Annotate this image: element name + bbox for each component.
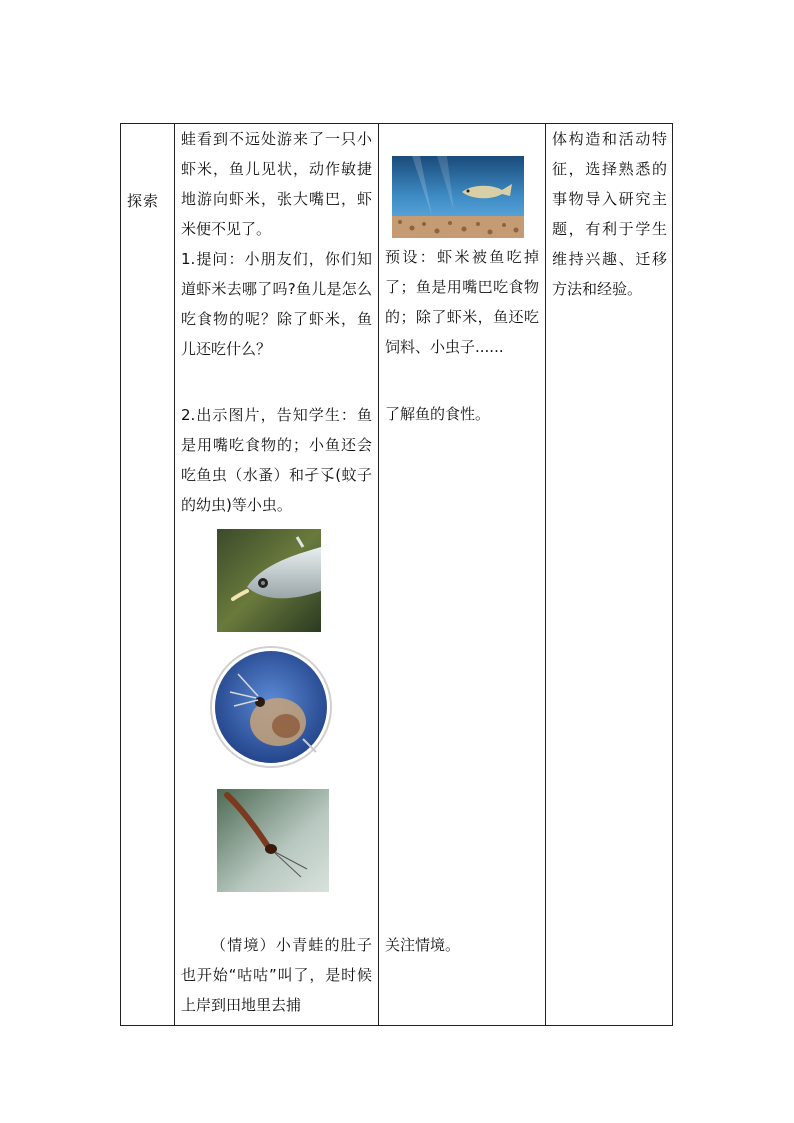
mosquito-larva-image xyxy=(217,789,329,892)
stage-label: 探索 xyxy=(127,192,160,210)
design-paragraph-1: 体构造和活动特征，选择熟悉的事物导入研究主题，有利于学生维持兴趣、迁移方法和经验。 xyxy=(552,130,667,298)
teacher-paragraph-4: （情境）小青蛙的肚子也开始“咕咕”叫了，是时候上岸到田地里去捕 xyxy=(181,936,372,1014)
teacher-paragraph-2: 1.提问：小朋友们，你们知道虾米去哪了吗?鱼儿是怎么吃食物的呢？除了虾米，鱼儿还吃什么？ xyxy=(181,250,372,358)
lesson-table xyxy=(120,123,673,1026)
student-activity-column xyxy=(379,124,546,1025)
student-paragraph-3: 关注情境。 xyxy=(385,936,461,954)
student-paragraph-2: 了解鱼的食性。 xyxy=(385,405,491,423)
ocean-fish-image xyxy=(392,156,524,238)
student-paragraph-1: 预设：虾米被鱼吃掉了；鱼是用嘴巴吃食物的；除了虾米，鱼还吃饲料、小虫子...... xyxy=(385,248,539,356)
water-flea-image xyxy=(208,644,334,770)
fish-eating-worm-image xyxy=(217,529,321,632)
teacher-paragraph-1: 蛙看到不远处游来了一只小虾米，鱼儿见状，动作敏捷地游向虾米，张大嘴巴，虾米便不见了。 xyxy=(181,130,372,238)
teacher-activity-column xyxy=(175,124,379,1025)
design-intent-column xyxy=(546,124,673,1025)
stage-column xyxy=(121,124,175,1025)
teacher-paragraph-3: 2.出示图片，告知学生：鱼是用嘴吃食物的；小鱼还会吃鱼虫（水蚤）和孑孓(蚊子的幼虫)等小虫。 xyxy=(181,406,372,514)
